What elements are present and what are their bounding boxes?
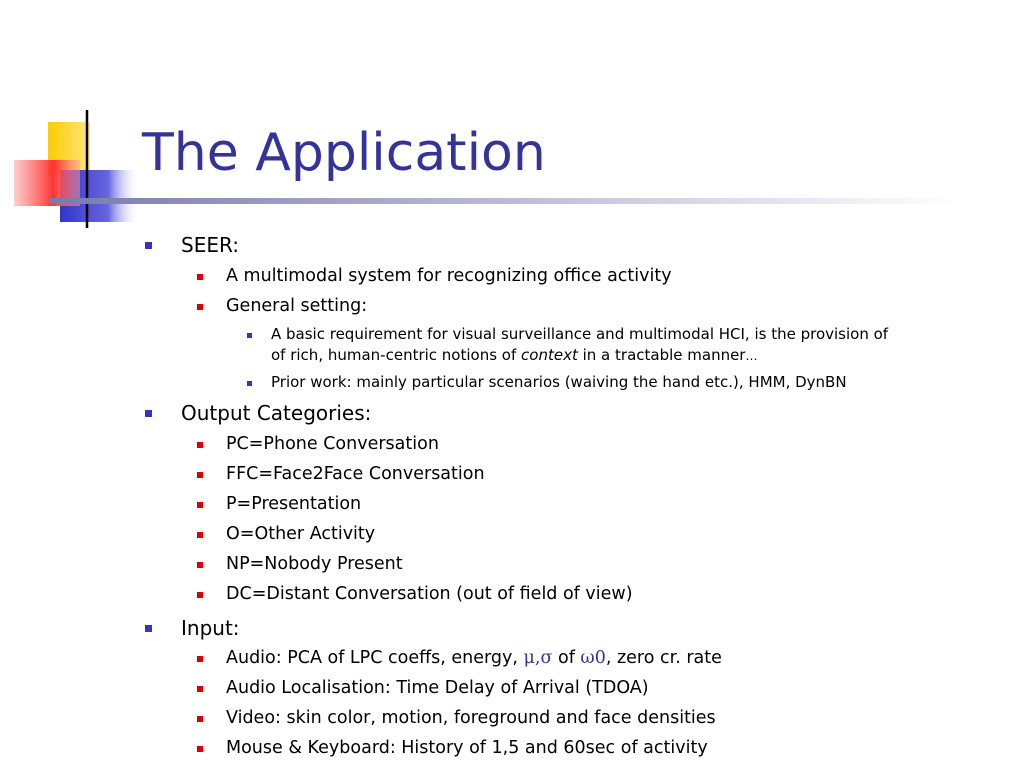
list-item: NP=Nobody Present	[226, 554, 403, 574]
section-label-seer: SEER:	[181, 233, 239, 257]
bullet-square	[197, 592, 203, 598]
list-item: P=Presentation	[226, 494, 362, 514]
bullet-square	[197, 502, 203, 508]
section-label-output-categories: Output Categories:	[181, 401, 372, 425]
text-segment: in a tractable manner	[577, 346, 746, 364]
bullet-square	[197, 686, 203, 692]
bullet-square	[197, 746, 203, 752]
list-item: O=Other Activity	[226, 524, 376, 544]
math-symbol-omega0: ω0	[580, 648, 606, 668]
list-item: PC=Phone Conversation	[226, 434, 439, 454]
list-item: A basic requirement for visual surveillance and multimodal HCI, is the provision of	[271, 325, 889, 343]
bullet-square	[145, 625, 152, 632]
bullet-square	[197, 304, 203, 310]
bullet-square	[197, 562, 203, 568]
bullet-square	[247, 381, 252, 386]
list-item: DC=Distant Conversation (out of field of view)	[226, 584, 633, 604]
list-item: General setting:	[226, 296, 368, 316]
list-item: Audio Localisation: Time Delay of Arrival (TDOA)	[226, 678, 649, 698]
list-item: Video: skin color, motion, foreground and face densities	[226, 708, 716, 728]
text-segment: of rich, human-centric notions of	[271, 346, 522, 364]
list-item-continuation	[271, 345, 757, 366]
bullet-square	[197, 716, 203, 722]
bullet-square	[145, 242, 152, 249]
bullet-square	[197, 274, 203, 280]
list-item: Mouse & Keyboard: History of 1,5 and 60sec of activity	[226, 738, 708, 758]
text-segment: of	[552, 648, 581, 668]
bullet-square	[197, 442, 203, 448]
bullet-square	[197, 532, 203, 538]
text-segment: , zero cr. rate	[605, 648, 722, 668]
bullet-square	[197, 656, 203, 662]
ellipsis-text: …	[745, 349, 758, 363]
list-item: A multimodal system for recognizing office activity	[226, 266, 672, 286]
bullet-square	[145, 410, 152, 417]
list-item: Prior work: mainly particular scenarios (waiving the hand etc.), HMM, DynBN	[271, 373, 847, 391]
section-label-input: Input:	[181, 616, 240, 640]
bullet-square	[197, 472, 203, 478]
bullet-square	[247, 333, 252, 338]
math-symbol-mu-sigma: μ,σ	[523, 648, 553, 668]
emphasis-text: context	[521, 346, 578, 364]
page-title: The Application	[142, 123, 546, 183]
list-item	[226, 647, 722, 669]
list-item: FFC=Face2Face Conversation	[226, 464, 485, 484]
text-segment: Audio: PCA of LPC coeffs, energy,	[226, 648, 524, 668]
